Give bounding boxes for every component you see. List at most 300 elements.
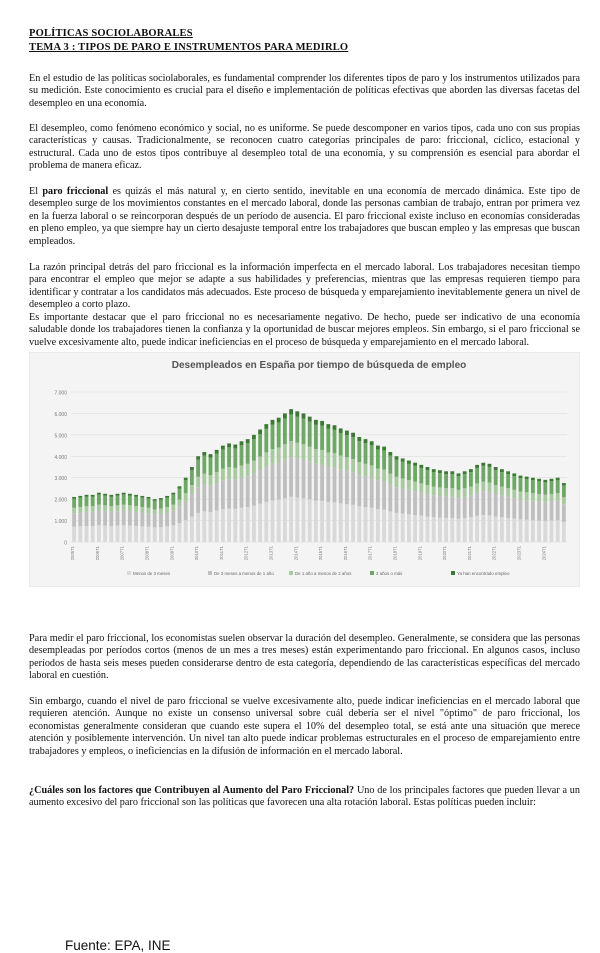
bar-segment — [283, 444, 287, 459]
bar-segment — [246, 476, 250, 507]
bar-segment — [159, 509, 163, 514]
bar-segment — [351, 437, 355, 459]
bar-segment — [357, 462, 361, 475]
bar-segment — [519, 478, 523, 491]
bar-segment — [376, 446, 380, 450]
x-tick-label: 2011T1 — [218, 546, 224, 560]
bar-segment — [488, 483, 492, 492]
legend-swatch — [127, 571, 131, 575]
bar-segment — [209, 486, 213, 512]
bar-segment — [295, 443, 299, 459]
bar-segment — [258, 470, 262, 504]
bar-segment — [500, 472, 504, 487]
bar-segment — [147, 513, 151, 527]
bar-segment — [302, 419, 306, 445]
bar-segment — [481, 466, 485, 482]
bar-segment — [295, 417, 299, 443]
bar-segment — [339, 428, 343, 433]
bar-segment — [438, 496, 442, 518]
bar-segment — [320, 465, 324, 501]
bar-segment — [407, 490, 411, 514]
bar-segment — [147, 497, 151, 499]
bar-segment — [457, 498, 461, 519]
bar-segment — [531, 501, 535, 520]
bar-segment — [233, 448, 237, 468]
bar-segment — [72, 527, 76, 542]
bar-segment — [426, 470, 430, 485]
bar-segment — [116, 494, 120, 496]
legend-label: Menos de 3 meses — [133, 571, 171, 576]
bar-segment — [264, 429, 268, 453]
y-tick-label: 3.000 — [54, 476, 67, 483]
bar-segment — [221, 446, 225, 450]
bar-segment — [258, 504, 262, 542]
chart-title: Desempleados en España por tiempo de búsqueda de empleo — [171, 360, 467, 371]
bar-segment — [357, 441, 361, 462]
bar-segment — [531, 480, 535, 493]
bar-segment — [258, 434, 262, 457]
bar-segment — [376, 469, 380, 481]
bar-segment — [295, 498, 299, 542]
bar-segment — [159, 500, 163, 509]
bar-segment — [140, 526, 144, 542]
bar-segment — [233, 445, 237, 449]
legend-swatch — [370, 571, 374, 575]
bar-segment — [388, 452, 392, 456]
bar-segment — [444, 471, 448, 474]
bar-segment — [221, 509, 225, 542]
bar-segment — [147, 499, 151, 508]
bar-segment — [320, 501, 324, 542]
bar-segment — [178, 500, 182, 507]
bar-segment — [407, 514, 411, 542]
bar-segment — [419, 493, 423, 516]
bar-segment — [252, 473, 256, 505]
bar-segment — [109, 495, 113, 497]
bar-segment — [506, 497, 510, 518]
legend-label: De 1 año a menos de 2 años — [295, 571, 352, 576]
bar-segment — [196, 513, 200, 542]
bar-segment — [153, 515, 157, 528]
y-tick-label: 5.000 — [54, 433, 67, 440]
bar-segment — [233, 509, 237, 542]
bar-segment — [109, 506, 113, 512]
bar-segment — [246, 464, 250, 476]
bar-segment — [481, 491, 485, 515]
bar-segment — [202, 511, 206, 542]
bar-segment — [475, 516, 479, 542]
bar-segment — [159, 498, 163, 500]
bar-segment — [264, 452, 268, 466]
bar-segment — [240, 465, 244, 477]
bar-segment — [153, 509, 157, 514]
bar-segment — [147, 527, 151, 542]
bar-segment — [116, 505, 120, 511]
bar-segment — [494, 470, 498, 485]
bar-segment — [413, 466, 417, 482]
bar-segment — [481, 482, 485, 492]
factors-body: Uno de los principales factores que pueden llevar a un aumento excesivo del paro friccional son las políticas que favorecen una alta rotación laboral. Estas políticas pueden incluir: — [29, 785, 580, 809]
bar-segment — [128, 494, 132, 496]
bar-segment — [370, 478, 374, 508]
bar-segment — [494, 467, 498, 470]
unemployment-duration-chart — [29, 352, 580, 587]
bar-segment — [289, 497, 293, 542]
bar-segment — [463, 474, 467, 488]
bar-segment — [271, 464, 275, 501]
bar-segment — [376, 509, 380, 542]
bar-segment — [190, 470, 194, 485]
bar-segment — [463, 471, 467, 474]
bar-segment — [252, 435, 256, 439]
bar-segment — [333, 467, 337, 502]
bar-segment — [481, 515, 485, 542]
x-tick-label: 2013T1 — [268, 546, 274, 561]
bar-segment — [364, 507, 368, 542]
paragraph-high-frictional: Sin embargo, cuando el nivel de paro friccional se vuelve excesivamente alto, puede indicar ineficiencias en el mercado laboral que requieren atención. Aunque no existe un consenso universal sobre cuál debería ser el nivel "óptimo" de paro friccional, los economistas generalmente consideran que cuando este supera el 10% del desempleo total, se está ante una situación que merece atención y posiblemente intervención. Un nivel tan alto puede indicar problemas estructurales en el proceso de emparejamiento entre trabajadores y empleos, o ineficiencias en la difusión de información en el mercado laboral. — [29, 696, 580, 757]
factors-question: ¿Cuáles son los factores que Contribuyen al Aumento del Paro Friccional? — [29, 785, 355, 796]
bar-segment — [357, 506, 361, 542]
bar-segment — [215, 511, 219, 542]
bar-segment — [426, 467, 430, 470]
bar-segment — [320, 426, 324, 450]
x-tick-label: 2006T1 — [94, 546, 100, 561]
bar-segment — [215, 454, 219, 472]
bar-segment — [326, 452, 330, 466]
bar-segment — [475, 468, 479, 483]
bar-segment — [364, 476, 368, 507]
bar-segment — [543, 521, 547, 542]
bar-segment — [401, 458, 405, 461]
bar-segment — [72, 513, 76, 527]
bar-segment — [519, 499, 523, 519]
x-tick-label: 2019T1 — [417, 546, 423, 561]
bar-segment — [407, 461, 411, 464]
bar-segment — [326, 429, 330, 453]
x-tick-label: 2022T1 — [491, 546, 497, 561]
bar-segment — [351, 459, 355, 472]
bar-segment — [109, 497, 113, 506]
bar-segment — [419, 516, 423, 542]
bar-segment — [109, 512, 113, 526]
bar-segment — [432, 495, 436, 517]
bar-segment — [320, 421, 324, 426]
bar-segment — [543, 502, 547, 521]
bar-segment — [432, 487, 436, 496]
bar-segment — [413, 463, 417, 466]
bar-segment — [450, 518, 454, 542]
bar-segment — [543, 480, 547, 482]
bar-segment — [202, 456, 206, 474]
x-tick-label: 2014T1 — [293, 546, 299, 561]
legend-label: 2 años o más — [376, 571, 403, 576]
bar-segment — [525, 520, 529, 542]
bar-segment — [550, 479, 554, 482]
bar-segment — [314, 425, 318, 449]
bar-segment — [134, 526, 138, 542]
paragraph-frictional-definition — [29, 186, 580, 248]
bar-segment — [376, 449, 380, 468]
bar-segment — [122, 495, 126, 505]
bar-segment — [190, 517, 194, 543]
bar-segment — [91, 497, 95, 506]
bar-segment — [519, 476, 523, 479]
bar-segment — [140, 498, 144, 507]
bar-segment — [277, 500, 281, 542]
bar-segment — [550, 502, 554, 521]
bar-segment — [283, 460, 287, 499]
bar-segment — [525, 479, 529, 492]
bar-segment — [277, 448, 281, 463]
bar-segment — [103, 526, 107, 542]
bar-segment — [556, 501, 560, 520]
bar-segment — [494, 517, 498, 543]
bar-segment — [326, 502, 330, 542]
bar-segment — [370, 445, 374, 465]
bar-segment — [438, 487, 442, 496]
bar-segment — [481, 463, 485, 466]
bar-segment — [159, 527, 163, 542]
bar-segment — [140, 507, 144, 513]
bar-segment — [153, 527, 157, 542]
bar-segment — [215, 450, 219, 454]
bar-segment — [184, 493, 188, 501]
bar-segment — [116, 526, 120, 542]
bar-segment — [202, 474, 206, 485]
bar-segment — [444, 497, 448, 518]
bar-segment — [246, 439, 250, 443]
bar-segment — [388, 456, 392, 474]
bar-segment — [444, 518, 448, 542]
bar-segment — [395, 513, 399, 542]
legend-swatch — [451, 571, 455, 575]
bar-segment — [333, 502, 337, 542]
bar-segment — [475, 493, 479, 516]
legend-label: De 3 meses a menos de 1 año — [214, 571, 274, 576]
bar-segment — [184, 480, 188, 493]
bar-segment — [388, 511, 392, 542]
bar-segment — [432, 472, 436, 487]
bar-segment — [78, 496, 82, 498]
bar-segment — [500, 487, 504, 496]
bar-segment — [184, 478, 188, 481]
bar-segment — [295, 411, 299, 416]
bar-segment — [370, 441, 374, 445]
bar-segment — [512, 498, 516, 519]
bar-segment — [457, 490, 461, 498]
bar-segment — [506, 474, 510, 488]
bar-segment — [562, 522, 566, 542]
paragraph-measurement: Para medir el paro friccional, los economistas suelen observar la duración del desempleo. Generalmente, se considera que las personas desempleadas por períodos cortos (menos de un mes a tres meses) están experimentando paro friccional. En algunos casos, incluso períodos de hasta seis meses pueden considerarse dentro de esta categoría, dependiendo de las características específicas del mercado laboral en cuestión. — [29, 633, 580, 682]
bar-segment — [401, 514, 405, 542]
bar-segment — [512, 476, 516, 490]
bar-segment — [78, 526, 82, 542]
bar-segment — [72, 497, 76, 499]
p3-body: es quizás el más natural y, en cierto sentido, inevitable en una economía de mercado dinámica. Este tipo de desempleo surge de los movimientos constantes en el mercado laboral, donde las personas cambian de trabajo, entran por primera vez en la fuerza laboral o se reincorporan después de un período de ausencia. El paro friccional existe incluso en economías consideradas en pleno empleo, ya que siempre hay un cierto desajuste temporal entre los trabajadores que buscan empleo y las empresas que buscan empleados. — [29, 186, 580, 247]
bar-segment — [221, 449, 225, 468]
bar-segment — [202, 452, 206, 456]
bar-segment — [240, 508, 244, 542]
x-tick-label: 2015T1 — [318, 546, 324, 561]
bar-segment — [450, 474, 454, 488]
bar-segment — [97, 505, 101, 511]
bar-segment — [85, 512, 89, 526]
bar-segment — [233, 468, 237, 480]
bar-segment — [537, 494, 541, 502]
bar-segment — [91, 526, 95, 542]
bar-segment — [432, 517, 436, 542]
paragraph-frictional-cause: La razón principal detrás del paro friccional es la información imperfecta en el mercado laboral. Los trabajadores necesitan tiempo para encontrar el empleo que mejor se adapte a sus habilidades y preferencias, mientras que las empresas requieren tiempo para identificar y contratar a los candidatos más adecuados. Este proceso de búsqueda y emparejamiento inevitablemente genera un nivel de desempleo a corto plazo. — [29, 262, 580, 311]
x-tick-label: 2023T1 — [516, 546, 522, 561]
y-tick-label: 7.000 — [54, 390, 67, 397]
bar-segment — [444, 474, 448, 488]
bar-segment — [395, 460, 399, 477]
bar-segment — [413, 515, 417, 542]
bar-segment — [122, 510, 126, 525]
bar-segment — [494, 485, 498, 494]
bar-segment — [550, 494, 554, 502]
bar-segment — [252, 506, 256, 542]
bar-segment — [308, 447, 312, 462]
bar-segment — [91, 495, 95, 497]
bar-segment — [351, 505, 355, 542]
legend-swatch — [208, 571, 212, 575]
bar-segment — [438, 470, 442, 473]
bar-segment — [525, 477, 529, 480]
bar-segment — [277, 462, 281, 499]
bar-segment — [388, 474, 392, 485]
bar-segment — [209, 454, 213, 458]
bar-segment — [190, 467, 194, 470]
bar-segment — [469, 495, 473, 517]
bar-segment — [556, 478, 560, 481]
bar-segment — [165, 526, 169, 542]
bar-segment — [419, 483, 423, 492]
bar-segment — [271, 425, 275, 449]
bar-segment — [537, 481, 541, 494]
bar-segment — [339, 503, 343, 542]
bar-segment — [171, 493, 175, 495]
bar-segment — [314, 449, 318, 464]
y-tick-label: 6.000 — [54, 411, 67, 418]
bar-segment — [97, 495, 101, 505]
bar-segment — [475, 483, 479, 492]
bar-segment — [531, 493, 535, 501]
bar-segment — [271, 420, 275, 425]
bar-segment — [562, 497, 566, 504]
bar-segment — [388, 484, 392, 511]
bar-segment — [450, 488, 454, 496]
bar-segment — [140, 513, 144, 527]
unit-title: TEMA 3 : TIPOS DE PARO E INSTRUMENTOS PARA MEDIRLO — [29, 42, 349, 53]
bar-segment — [426, 517, 430, 543]
y-tick-label: 1.000 — [54, 519, 67, 526]
legend-swatch — [289, 571, 293, 575]
bar-segment — [426, 485, 430, 494]
bar-segment — [537, 479, 541, 482]
bar-segment — [339, 433, 343, 456]
bar-segment — [432, 469, 436, 472]
bar-segment — [264, 502, 268, 542]
bar-segment — [289, 441, 293, 457]
bar-segment — [209, 475, 213, 486]
frictional-term: paro friccional — [42, 186, 109, 197]
paragraph-intro: En el estudio de las políticas sociolaborales, es fundamental comprender los diferentes tipos de paro y los instrumentos utilizados para su medición. Este conocimiento es crucial para el diseño e implementación de políticas efectivas que aborden las diversas facetas del desempleo en una economía. — [29, 73, 580, 109]
bar-segment — [134, 495, 138, 497]
bar-segment — [246, 507, 250, 542]
bar-segment — [165, 496, 169, 498]
bar-segment — [302, 460, 306, 499]
bar-segment — [500, 469, 504, 472]
bar-segment — [178, 523, 182, 542]
bar-segment — [308, 499, 312, 542]
bar-segment — [246, 443, 250, 464]
bar-segment — [122, 525, 126, 542]
bar-segment — [165, 507, 169, 513]
y-tick-label: 4.000 — [54, 454, 67, 461]
paragraph-factors — [29, 785, 580, 810]
bar-segment — [382, 510, 386, 542]
bar-segment — [184, 501, 188, 520]
bar-segment — [537, 521, 541, 542]
bar-segment — [457, 476, 461, 490]
bar-segment — [302, 498, 306, 542]
bar-segment — [395, 456, 399, 459]
bar-segment — [357, 475, 361, 507]
bar-segment — [426, 494, 430, 517]
bar-segment — [258, 457, 262, 471]
bar-segment — [543, 482, 547, 494]
bar-segment — [227, 443, 231, 447]
bar-segment — [463, 488, 467, 496]
paragraph-types: El desempleo, como fenómeno económico y social, no es uniforme. Se puede descomponer en varios tipos, cada uno con sus propias características y causas. Tradicionalmente, se reconocen cuatro categorías principales de paro: friccional, cíclico, estacional y estructural. Cada uno de estos tipos contribuye al desempleo total de una economía, y su comprensión es esencial para abordar el problema de manera eficaz. — [29, 123, 580, 172]
bar-segment — [512, 519, 516, 542]
bar-segment — [159, 514, 163, 527]
bar-segment — [128, 496, 132, 506]
bar-segment — [370, 465, 374, 477]
bar-segment — [227, 508, 231, 542]
bar-segment — [97, 493, 101, 495]
bar-segment — [215, 472, 219, 483]
bar-segment — [326, 467, 330, 502]
bar-segment — [78, 513, 82, 527]
bar-segment — [271, 500, 275, 542]
x-tick-label: 2005T1 — [70, 546, 76, 561]
bar-segment — [463, 518, 467, 542]
bar-segment — [308, 417, 312, 422]
bar-segment — [190, 485, 194, 494]
bar-segment — [401, 462, 405, 479]
bar-segment — [413, 491, 417, 515]
bar-segment — [463, 497, 467, 518]
bar-segment — [556, 520, 560, 542]
bar-segment — [469, 487, 473, 496]
bar-segment — [165, 498, 169, 507]
bar-segment — [506, 471, 510, 474]
figure-source: Fuente: EPA, INE — [65, 938, 171, 953]
bar-segment — [302, 413, 306, 418]
bar-segment — [401, 489, 405, 514]
bar-segment — [376, 480, 380, 509]
bar-segment — [283, 413, 287, 418]
legend-label: Ya han encontrado empleo — [457, 571, 510, 576]
bar-segment — [128, 511, 132, 525]
bar-segment — [339, 456, 343, 470]
paragraph-frictional-note: Es importante destacar que el paro friccional no es necesariamente negativo. De hecho, puede ser indicativo de una economía saludable donde los trabajadores tienen la confianza y la oportunidad de buscar mejores empleos. Sin embargo, si el paro friccional se vuelve excesivamente alto, puede indicar ineficiencias en el proceso de búsqueda y emparejamiento en el mercado laboral. — [29, 312, 580, 348]
bar-segment — [314, 420, 318, 425]
bar-segment — [382, 470, 386, 481]
bar-segment — [550, 521, 554, 542]
